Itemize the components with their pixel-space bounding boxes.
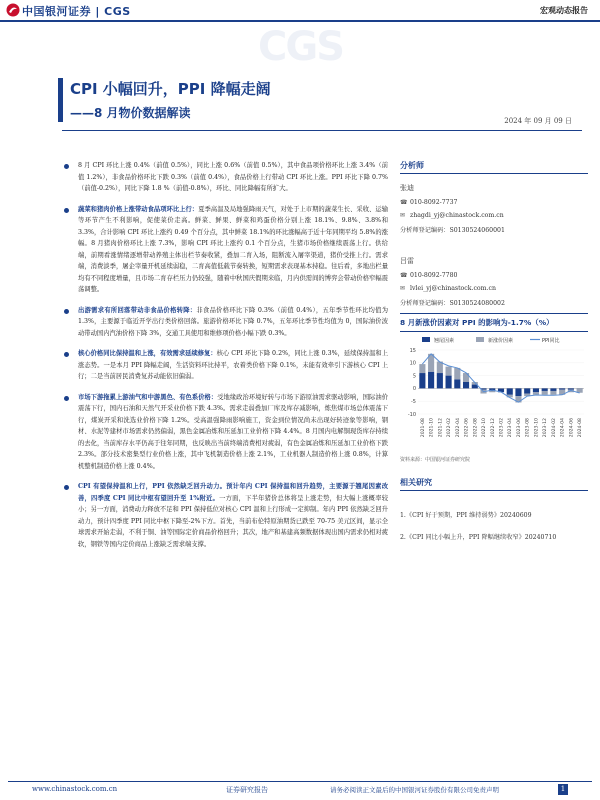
paragraph-lead: 核心价格同比保持温和上涨，有效需求延续修复： — [78, 350, 217, 357]
report-subtitle: ——8 月物价数据解读 — [70, 106, 191, 120]
paragraph-lead: 蔬菜和猪肉价格上涨带动食品项环比上行： — [78, 205, 199, 213]
footer-disclaimer: 请务必阅读正文最后的中国银河证券股份有限公司免责声明 — [330, 786, 499, 794]
paragraph-text: 受地缘政治环境好转与市场下游原油需求驱动影响，国际油价震荡下行，国内石油和天然气开采业价格下跌 4.3%。需求走弱叠加厂库及库存减影响，炼焦煤市场总体震荡下行，煤炭开采和洗选业价格下降 1.2%。受高温强降雨影响施工，资金到位情况尚未出现好转迹象等影响，钢材、水泥等建材市场需求仍然偏弱，黑色金属冶炼和压延加工业价格下降 4.4%。8 月国内电解铜现货库存持续的去化，当前库存水平仍高于往年同期，也反映出当前终端消费相对疲弱，有色金属冶炼和压延加工业价格下跌 2.3%。部分技术密集型行业价格上涨，其中飞机制造价格上涨 2.1%，工业机器人制造价格上涨 0.8%，计算机整机制造价格上涨 0.4%。 — [78, 393, 389, 470]
page-number: 1 — [558, 784, 568, 795]
nonfood-price-paragraph — [62, 305, 388, 340]
x-tick-label: 2023-06 — [516, 418, 522, 438]
title-accent-bar — [58, 78, 63, 122]
new-factor-bar — [533, 392, 539, 395]
analyst-phone-row — [400, 272, 588, 279]
legend-swatch — [476, 337, 484, 342]
report-title: CPI 小幅回升，PPI 降幅走阔 — [70, 80, 271, 98]
related-item[interactable]: 2.《CPI 同比小幅上升，PPI 降幅继续收窄》20240710 — [400, 534, 557, 541]
y-tick-label: 10 — [409, 360, 416, 367]
analyst-cert-row — [400, 298, 588, 307]
x-tick-label: 2023-04 — [508, 418, 514, 438]
ppi-industry-paragraph — [62, 392, 388, 473]
analyst-name: 吕雷 — [400, 257, 414, 265]
chart-title: 8 月新涨价因素对 PPI 的影响为-1.7%（%） — [400, 313, 588, 332]
outlook-paragraph — [62, 481, 388, 550]
page-header — [0, 0, 600, 20]
analyst-email-row — [400, 212, 588, 219]
header-divider — [0, 20, 600, 22]
x-tick-label: 2022-10 — [482, 418, 488, 438]
analyst-phone-row — [400, 199, 588, 206]
related-heading: 相关研究 — [400, 477, 588, 491]
bullet-icon — [64, 485, 69, 490]
analyst-heading: 分析师 — [400, 160, 588, 174]
x-tick-label: 2021-08 — [420, 418, 426, 438]
report-type-label: 宏观动态报告 — [540, 6, 588, 15]
phone-icon: ☎ — [400, 272, 408, 279]
y-tick-label: -5 — [411, 399, 416, 405]
x-tick-label: 2024-06 — [569, 418, 575, 438]
analyst-phone: 010-8092-7737 — [410, 199, 458, 206]
phone-icon: ☎ — [400, 199, 408, 206]
email-icon: ✉ — [400, 285, 406, 292]
report-date: 2024 年 09 月 09 日 — [504, 117, 572, 125]
paragraph-lead: CPI 有望保持温和上行，PPI 依然缺乏回升动力。预计年内 CPI 保持温和回升趋势，主要源于翘尾因素改善，四季度 CPI 同比中枢有望回升至 1%附近。 — [78, 483, 388, 502]
new-factor-bar — [446, 367, 452, 376]
x-tick-label: 2022-04 — [455, 418, 461, 438]
analyst-card — [400, 256, 588, 307]
x-tick-label: 2022-08 — [473, 418, 479, 438]
tail-factor-bar — [568, 388, 574, 389]
main-content — [62, 160, 388, 559]
summary-paragraph — [62, 160, 388, 195]
company-logo-text: 中国银河证券 | CGS — [22, 5, 131, 18]
paragraph-text: 非食品价格环比下降 0.3%（前值 0.4%），五年季节性环比均值为 1.3%，主要源于临近开学出行类价格回落。旅游价格环比下降 0.7%，五年环比季节性均值为 0，国际油价波动带动国内汽油价格下降 3%，交通工具使用和维修项价格小幅下跌 0.3%。 — [78, 306, 388, 337]
x-tick-label: 2022-02 — [447, 418, 453, 438]
tail-factor-bar — [463, 382, 469, 388]
legend-swatch — [422, 337, 430, 342]
legend-label: PPI同比 — [542, 338, 560, 344]
tail-factor-bar — [437, 373, 443, 388]
paragraph-text: 夏季高温及局地强降雨天气，对处于上市期的蔬菜生长、采收、运输等环节产生不利影响，促使菜价走高。鲜菜、鲜果、鲜菜和鸡蛋价格分别上涨 18.1%、9.8%、3.8%和 3.3%，合计影响 CPI 环比上涨约 0.49 个百分点，其中鲜菜 18.1%的环比涨幅高于近十年同期平均 5.8%的涨幅。8 月猪肉价格环比上涨 7.3%，影响 CPI 环比上涨约 0.1 个百分点，生猪市场价格继续震荡上行。供给端，前期看涨情绪逐增带动养殖主体出栏节奏收紧，叠加二育入场，阻断流入屠宰渠道，猪价受推上行。需求端，消费淡季，屠企宰量开机延续弱稳，二育高值低载节奏转换，短期需求表现基本持稳。往后看，多地出栏量均有不同程度增量，且市场二育存栏压力仍较强，随着中秋国庆假期来临，月内供需间的博弈会带动价格窄幅震荡调整。 — [78, 205, 389, 293]
bullet-icon — [64, 309, 69, 314]
x-tick-label: 2022-06 — [464, 418, 470, 438]
bullet-icon — [64, 352, 69, 357]
paragraph-text: 一方面，下半年猪价总体将呈上涨走势，但大幅上涨概率较小；另一方面，消费动力释放不足和 PPI 保持低位对核心 CPI 温和上行形成一定抑制。年内 PPI 依然缺乏回升动力，预计四季度 PPI 同比中枢下降至-2%下方。首先，当前布伦特原油期货已跌至 70-75 美元区间，显示全球需求开始走弱，不利于铜、油等国际定价商品价格回升；其次，地产和基建高频数据体现出国内需求仍相对疲软，钢铁等国内定价商品上涨缺乏需求端支撑。 — [78, 494, 388, 548]
new-factor-bar — [419, 364, 425, 373]
x-tick-label: 2022-12 — [490, 418, 496, 438]
tail-factor-bar — [428, 372, 434, 389]
title-divider — [62, 130, 582, 131]
x-tick-label: 2024-02 — [551, 418, 557, 438]
analyst-email-row — [400, 285, 588, 292]
tail-factor-bar — [542, 388, 548, 391]
x-tick-label: 2021-12 — [438, 418, 444, 438]
x-tick-label: 2023-08 — [525, 418, 531, 438]
y-tick-label: -10 — [407, 411, 416, 418]
paragraph-text: 8 月 CPI 环比上涨 0.4%（前值 0.5%），同比上涨 0.6%（前值 0.5%），其中食品项价格环比上涨 3.4%（前值 1.2%），非食品价格环比下跌 0.3%（前值 0.4%），食品价格上行带动 CPI 环比上涨。PPI 环比下降 0.7%（前值-0.2%），同比下降 1.8 %（前值-0.8%），环比、同比降幅有所扩大。 — [78, 162, 388, 192]
footer-divider — [8, 781, 592, 782]
y-tick-label: 5 — [412, 373, 416, 380]
analyst-phone: 010-8092-7780 — [410, 272, 458, 279]
x-tick-label: 2024-08 — [578, 418, 584, 438]
bullet-icon — [64, 396, 69, 401]
legend-label: 新涨价因素 — [488, 338, 514, 344]
bullet-icon — [64, 208, 69, 213]
tail-factor-bar — [515, 388, 521, 396]
tail-factor-bar — [507, 388, 513, 394]
legend-label: 翘尾因素 — [434, 338, 455, 344]
chart-source: 资料来源：中国银河证券研究院 — [400, 457, 471, 463]
x-tick-label: 2023-10 — [534, 418, 540, 438]
analyst-name: 张迪 — [400, 184, 414, 192]
tail-factor-bar — [446, 376, 452, 389]
tail-factor-bar — [524, 388, 530, 393]
x-tick-label: 2021-10 — [429, 418, 435, 438]
tail-factor-bar — [419, 373, 425, 388]
new-factor-bar — [489, 391, 495, 392]
analyst-cert: 分析师登记编码：S0130524060001 — [400, 227, 505, 234]
footer-center: 证券研究报告 — [226, 786, 268, 794]
sidebar — [400, 160, 588, 543]
paragraph-lead: 市场下游拖累上游油气和中游黑色、有色系价格： — [78, 393, 218, 401]
new-factor-bar — [463, 373, 469, 382]
core-cpi-paragraph — [62, 348, 388, 383]
x-tick-label: 2024-04 — [560, 418, 566, 438]
related-item[interactable]: 1.《CPI 好于预期，PPI 维持弱势》20240609 — [400, 512, 532, 519]
x-tick-label: 2023-02 — [499, 418, 505, 438]
food-price-paragraph — [62, 204, 388, 296]
tail-factor-bar — [559, 388, 565, 389]
new-factor-bar — [550, 391, 556, 395]
new-factor-bar — [542, 391, 548, 395]
paragraph-text: 核心 CPI 环比下降 0.2%，同比上涨 0.3%，延续保持温和上涨态势。一是本月 PPI 降幅走阔，生活资料环比持平，农着类价格下降 0.1%，未能有效牵引下游核心 CPI 上行；二是当前居民消费复苏动能依旧偏弱。 — [78, 350, 389, 380]
paragraph-lead: 出游需求有所回落带动非食品价格转降： — [78, 306, 197, 314]
footer-website[interactable]: www.chinastock.com.cn — [32, 785, 118, 793]
email-icon: ✉ — [400, 212, 406, 219]
tail-factor-bar — [533, 388, 539, 392]
y-tick-label: 15 — [409, 347, 416, 354]
analyst-email[interactable]: lvlei_yj@chinastock.com.cn — [410, 285, 496, 292]
tail-factor-bar — [550, 388, 556, 391]
analyst-card — [400, 183, 588, 234]
bullet-icon — [64, 164, 69, 169]
analyst-cert: 分析师登记编码：S0130524080002 — [400, 300, 505, 307]
cgs-watermark: CGS — [258, 24, 343, 70]
cgs-logo-icon — [6, 3, 20, 17]
tail-factor-bar — [454, 379, 460, 388]
x-tick-label: 2023-12 — [543, 418, 549, 438]
analyst-email[interactable]: zhagdi_yj@chinastock.com.cn — [410, 212, 504, 219]
ppi-contribution-chart — [400, 332, 588, 452]
y-tick-label: 0 — [412, 386, 416, 393]
analyst-cert-row — [400, 225, 588, 234]
